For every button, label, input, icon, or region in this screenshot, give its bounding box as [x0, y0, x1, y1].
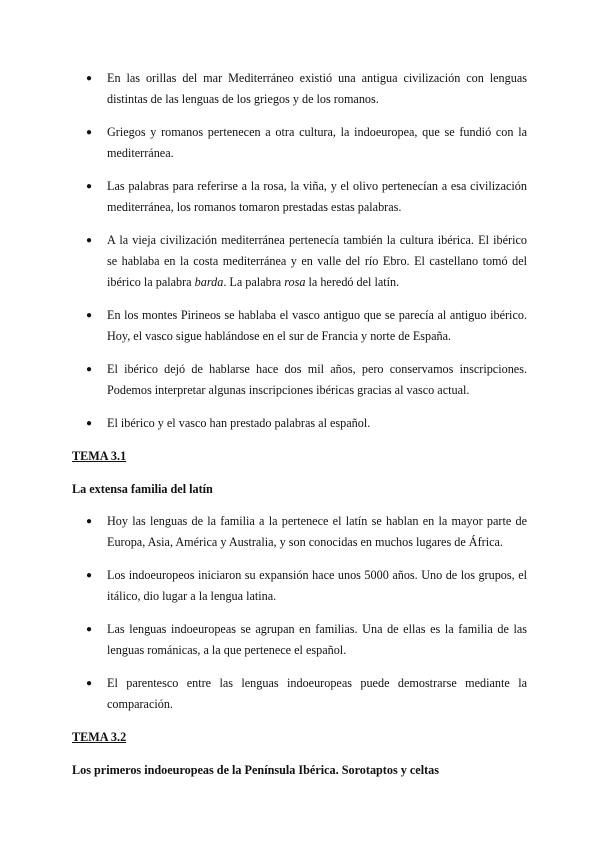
list-item-text: El parentesco entre las lenguas indoeuropeas puede demostrarse mediante la comparación. — [107, 676, 527, 711]
bullet-icon: ● — [86, 364, 93, 375]
list-item — [72, 122, 527, 164]
list-item-text: En los montes Pirineos se hablaba el vasco antiguo que se parecía al antiguo ibérico. Hoy, el vasco sigue hablándose en el sur de Francia y norte de España. — [107, 308, 527, 343]
list-item-text: En las orillas del mar Mediterráneo existió una antigua civilización con lenguas distintas de las lenguas de los griegos y de los romanos. — [107, 71, 527, 106]
list-item — [72, 511, 527, 553]
list-item — [72, 673, 527, 715]
bullet-icon: ● — [86, 235, 93, 246]
list-item-text: El ibérico y el vasco han prestado palabras al español. — [107, 416, 371, 430]
list-item — [72, 619, 527, 661]
text-segment: la heredó del latín. — [305, 275, 400, 289]
bullet-icon: ● — [86, 678, 93, 689]
tema-3-1-subheading: La extensa familia del latín — [72, 482, 213, 496]
list-item — [72, 305, 527, 347]
list-item-text: Las lenguas indoeuropeas se agrupan en familias. Una de ellas es la familia de las lenguas románicas, a la que pertenece el español. — [107, 622, 527, 657]
document-content — [72, 68, 527, 792]
bullet-icon: ● — [86, 418, 93, 429]
bullet-icon: ● — [86, 570, 93, 581]
text-segment: A la vieja civilización mediterránea pertenecía también la cultura ibérica. El ibérico se hablaba en la costa mediterránea y en valle del río Ebro. El castellano tomó del ibérico la palabra — [107, 233, 527, 289]
list-item — [72, 565, 527, 607]
bullet-icon: ● — [86, 516, 93, 527]
list-item-text: Griegos y romanos pertenecen a otra cultura, la indoeuropea, que se fundió con la mediterránea. — [107, 125, 527, 160]
tema-3-1-heading: TEMA 3.1 — [72, 449, 127, 463]
bullet-icon: ● — [86, 73, 93, 84]
list-item-text — [107, 233, 527, 289]
list-item-text: Los indoeuropeos iniciaron su expansión hace unos 5000 años. Uno de los grupos, el itálico, dio lugar a la lengua latina. — [107, 568, 527, 603]
bullet-icon: ● — [86, 624, 93, 635]
bullet-icon: ● — [86, 310, 93, 321]
list-item — [72, 413, 527, 434]
list-item-text: Hoy las lenguas de la familia a la pertenece el latín se hablan en la mayor parte de Europa, Asia, América y Australia, y son conocidas en muchos lugares de África. — [107, 514, 527, 549]
list-item — [72, 359, 527, 401]
list-item — [72, 176, 527, 218]
section1-bullet-list — [72, 68, 527, 434]
list-item — [72, 68, 527, 110]
tema-3-1-bullet-list — [72, 511, 527, 715]
bullet-icon: ● — [86, 127, 93, 138]
tema-3-2-heading: TEMA 3.2 — [72, 730, 127, 744]
text-segment: . La palabra — [223, 275, 285, 289]
tema-3-2-subheading: Los primeros indoeuropeas de la Península Ibérica. Sorotaptos y celtas — [72, 763, 439, 777]
list-item-text: Las palabras para referirse a la rosa, la viña, y el olivo pertenecían a esa civilización mediterránea, los romanos tomaron prestadas estas palabras. — [107, 179, 527, 214]
list-item-text: El ibérico dejó de hablarse hace dos mil años, pero conservamos inscripciones. Podemos interpretar algunas inscripciones ibéricas gracias al vasco actual. — [107, 362, 527, 397]
italic-word-rosa: rosa — [284, 275, 306, 289]
italic-word-barda: barda — [194, 275, 224, 289]
bullet-icon: ● — [86, 181, 93, 192]
list-item — [72, 230, 527, 293]
